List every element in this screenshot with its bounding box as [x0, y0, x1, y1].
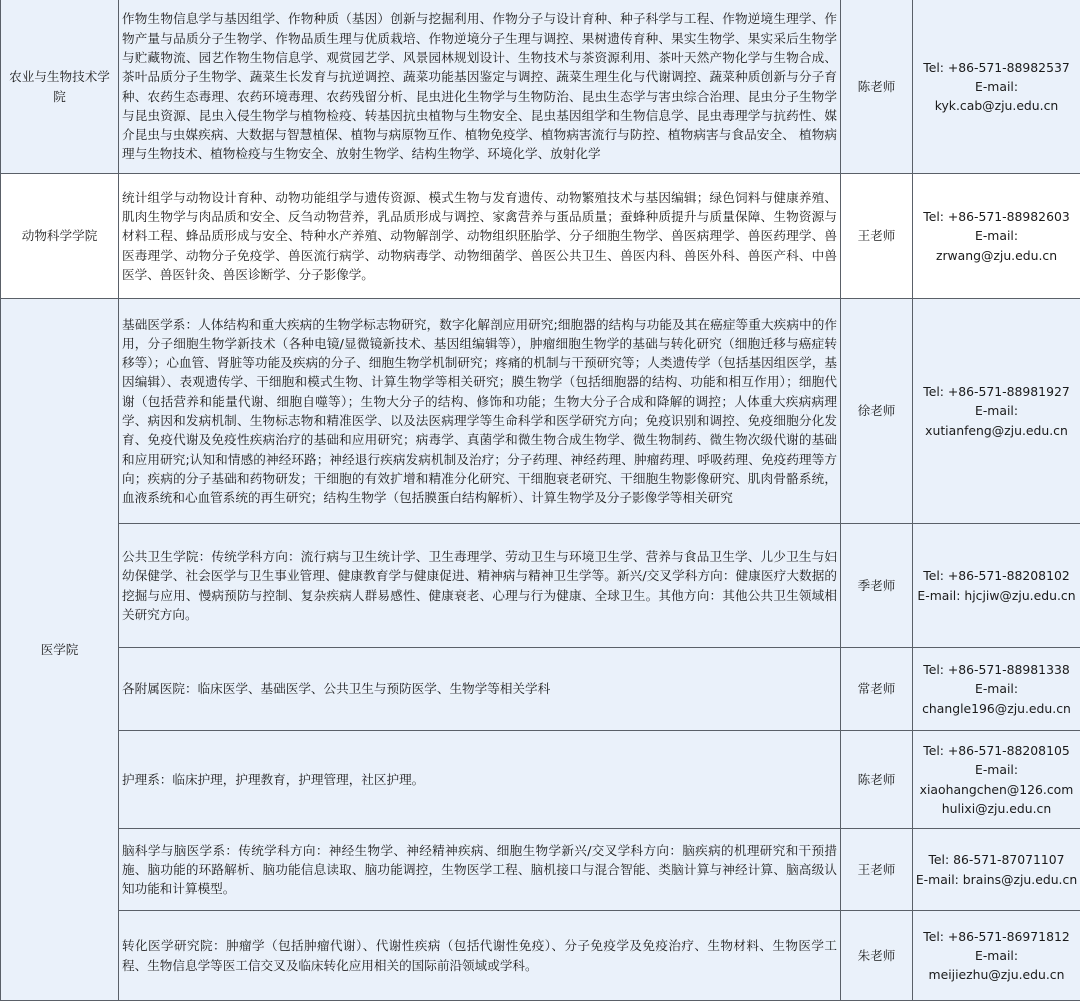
contact-tel: Tel: +86-571-88982537: [913, 58, 1080, 77]
table-row: [1, 829, 1080, 911]
contact-email-label: E-mail:: [913, 760, 1080, 779]
contact-email[interactable]: kyk.cab@zju.edu.cn: [913, 96, 1080, 115]
contact-cell: [913, 829, 1080, 911]
contact-email[interactable]: changle196@zju.edu.cn: [913, 699, 1080, 718]
contact-email-label: E-mail:: [913, 679, 1080, 698]
teacher-cell: 王老师: [841, 829, 913, 911]
teacher-cell: 朱老师: [841, 911, 913, 1001]
contact-email-label: E-mail:: [913, 226, 1080, 245]
research-fields-cell: 统计组学与动物设计育种、动物功能组学与遗传资源、模式生物与发育遗传、动物繁殖技术与基因编辑；绿色饲料与健康养殖、肌肉生物学与肉品质和安全、反刍动物营养，乳品质形成与调控、家禽营养与蛋品质量；蚕蜂种质提升与质量保障、生物资源与材料工程、蜂品质形成与安全、特种水产养殖、动物解剖学、动物组织胚胎学、分子细胞生物学、兽医病理学、兽医药理学、兽医毒理学、动物分子免疫学、兽医流行病学、动物病毒学、动物细菌学、兽医公共卫生、兽医内科、兽医外科、兽医产科、中兽医学、兽医针灸、兽医诊断学、分子影像学。: [119, 174, 841, 299]
contact-tel: Tel: +86-571-88981338: [913, 660, 1080, 679]
contact-tel: Tel: +86-571-88208102: [913, 566, 1080, 585]
teacher-cell: 王老师: [841, 174, 913, 299]
research-fields-cell: 转化医学研究院：肿瘤学（包括肿瘤代谢）、代谢性疾病（包括代谢性免疫）、分子免疫学及免疫治疗、生物材料、生物医学工程、生物信息学等医工信交叉及临床转化应用相关的国际前沿领域或学科。: [119, 911, 841, 1001]
research-fields-cell: 基础医学系：人体结构和重大疾病的生物学标志物研究，数字化解剖应用研究;细胞器的结构与功能及其在癌症等重大疾病中的作用，分子细胞生物学新技术（各种电镜/显微镜新技术、基因组编辑等），肿瘤细胞生物学的基础与转化研究（细胞迁移与癌症转移等）；心血管、肾脏等功能及疾病的分子、细胞生物学机制研究；疼痛的机制与干预研究等；人类遗传学（包括基因组医学，基因编辑）、表观遗传学、干细胞和模式生物、计算生物学等相关研究；膜生物学（包括细胞器的结构、功能和相互作用）；细胞代谢（包括营养和能量代谢、细胞自噬等）；生物大分子的结构、修饰和功能；生物大分子合成和降解的调控；人体重大疾病病理学、病因和发病机制、生物标志物和精准医学、以及法医病理学等生命科学和医学研究方向；免疫识别和调控、免疫细胞分化发育、免疫代谢及免疫性疾病治疗的基础和应用研究；病毒学、真菌学和微生物合成生物学、微生物制药、微生物次级代谢的基础和应用研究;认知和情感的神经环路；神经退行疾病发病机制及治疗；分子药理、神经药理、肿瘤药理、呼吸药理、免疫药理等方向；疾病的分子基础和药物研发；干细胞的有效扩增和精准分化研究、干细胞衰老研究、干细胞生物影像研究、肌肉骨骼系统，血液系统和心血管系统的再生研究；结构生物学（包括膜蛋白结构解析）、计算生物学及分子影像学等相关研究: [119, 299, 841, 524]
contact-email[interactable]: meijiezhu@zju.edu.cn: [913, 965, 1080, 984]
research-fields-cell: 公共卫生学院：传统学科方向：流行病与卫生统计学、卫生毒理学、劳动卫生与环境卫生学、营养与食品卫生学、儿少卫生与妇幼保健学、社会医学与卫生事业管理、健康教育学与健康促进、精神病与精神卫生学等。新兴/交叉学科方向：健康医疗大数据的挖掘与应用、慢病预防与控制、复杂疾病人群易感性、健康衰老、心理与行为健康、全球卫生。其他方向：其他公共卫生领域相关研究方向。: [119, 524, 841, 648]
teacher-cell: 陈老师: [841, 0, 913, 174]
department-cell: 医学院: [1, 299, 119, 1001]
research-fields-cell: 护理系：临床护理，护理教育，护理管理，社区护理。: [119, 731, 841, 829]
contact-email-label: E-mail:: [913, 401, 1080, 420]
contact-tel: Tel: 86-571-87071107: [913, 850, 1080, 869]
contact-cell: [913, 731, 1080, 829]
table-row: [1, 648, 1080, 731]
contact-cell: [913, 524, 1080, 648]
contact-email[interactable]: xutianfeng@zju.edu.cn: [913, 421, 1080, 440]
table-row: [1, 911, 1080, 1001]
research-fields-cell: 脑科学与脑医学系：传统学科方向：神经生物学、神经精神疾病、细胞生物学新兴/交叉学科方向：脑疾病的机理研究和干预措施、脑功能的环路解析、脑功能信息读取、脑功能调控，生物医学工程、脑机接口与混合智能、类脑计算与神经计算、脑高级认知功能和计算模型。: [119, 829, 841, 911]
contact-email[interactable]: E-mail: hjcjiw@zju.edu.cn: [913, 586, 1080, 605]
contact-email-label: E-mail:: [913, 946, 1080, 965]
table-row: [1, 0, 1080, 174]
contact-cell: [913, 174, 1080, 299]
teacher-cell: 季老师: [841, 524, 913, 648]
teacher-cell: 常老师: [841, 648, 913, 731]
research-fields-cell: 各附属医院：临床医学、基础医学、公共卫生与预防医学、生物学等相关学科: [119, 648, 841, 731]
contact-tel: Tel: +86-571-86971812: [913, 927, 1080, 946]
table-row: [1, 174, 1080, 299]
contact-email[interactable]: zrwang@zju.edu.cn: [913, 246, 1080, 265]
table-row: [1, 524, 1080, 648]
contact-cell: [913, 911, 1080, 1001]
research-fields-cell: 作物生物信息学与基因组学、作物种质（基因）创新与挖掘利用、作物分子与设计育种、种子科学与工程、作物逆境生理学、作物产量与品质分子生物学、作物品质生理与优质栽培、作物逆境分子生理与调控、果树遗传育种、果实生物学、果实采后生物学与贮藏物流、园艺作物生物信息学、观赏园艺学、风景园林规划设计、生物技术与茶资源利用、茶叶天然产物化学与生物合成、茶叶品质分子生物学、蔬菜生长发育与抗逆调控、蔬菜功能基因鉴定与调控、蔬菜生理生化与代谢调控、蔬菜种质创新与分子育种、农药生态毒理、农药环境毒理、农药残留分析、昆虫进化生物学与生物防治、昆虫生态学与害虫综合治理、昆虫分子生物学与昆虫资源、昆虫入侵生物学与植物检疫、转基因抗虫植物与生物安全、昆虫基因组学和生物信息学、昆虫毒理学与抗药性、媒介昆虫与虫媒疾病、大数据与智慧植保、植物与病原物互作、植物免疫学、植物病害流行与防控、植物病害与食品安全、 植物病理与生物技术、植物检疫与生物安全、放射生物学、结构生物学、环境化学、放射化学: [119, 0, 841, 174]
contact-cell: [913, 299, 1080, 524]
contact-tel: Tel: +86-571-88208105: [913, 741, 1080, 760]
contact-tel: Tel: +86-571-88981927: [913, 382, 1080, 401]
department-cell: 农业与生物技术学院: [1, 0, 119, 174]
contact-email-secondary[interactable]: hulixi@zju.edu.cn: [913, 799, 1080, 818]
contact-cell: [913, 0, 1080, 174]
contact-email[interactable]: E-mail: brains@zju.edu.cn: [913, 870, 1080, 889]
teacher-cell: 陈老师: [841, 731, 913, 829]
teacher-cell: 徐老师: [841, 299, 913, 524]
contact-tel: Tel: +86-571-88982603: [913, 207, 1080, 226]
contact-email-label: E-mail:: [913, 77, 1080, 96]
table-row: [1, 299, 1080, 524]
contact-email[interactable]: xiaohangchen@126.com: [913, 780, 1080, 799]
table-row: [1, 731, 1080, 829]
department-cell: 动物科学学院: [1, 174, 119, 299]
contact-cell: [913, 648, 1080, 731]
